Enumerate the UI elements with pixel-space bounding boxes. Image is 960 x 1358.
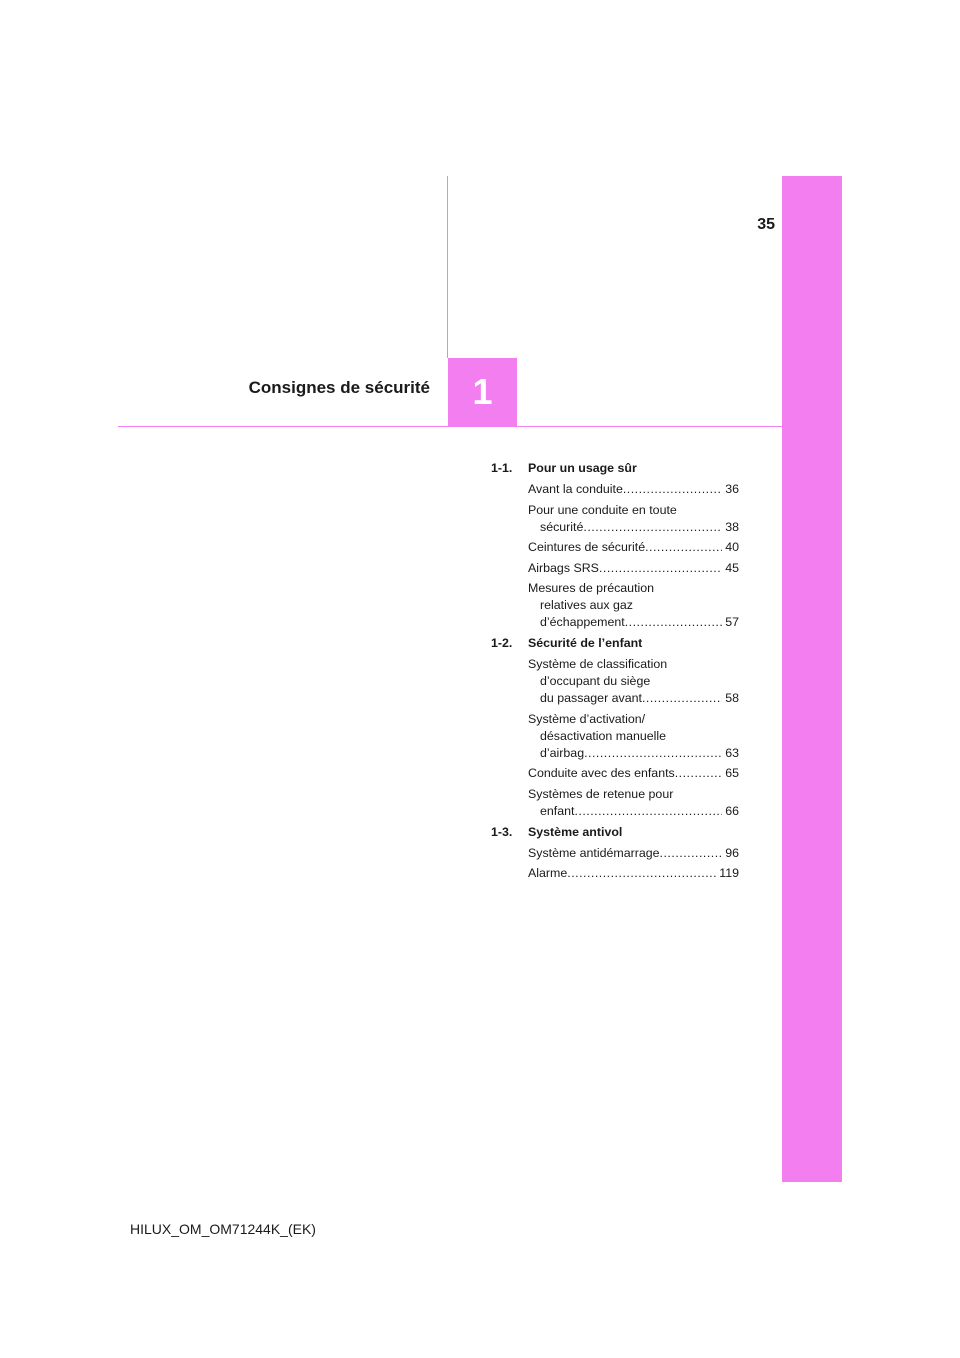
toc-entry-page: 58	[725, 691, 739, 705]
toc-leader-dots	[583, 519, 722, 536]
toc-entry[interactable]	[528, 502, 739, 536]
toc-entry-text: relatives aux gaz	[540, 598, 633, 612]
page-number: 35	[757, 216, 775, 233]
toc-entry-page: 63	[725, 745, 739, 760]
toc-entry[interactable]	[528, 481, 739, 498]
toc-entry-text: d’échappement	[540, 615, 625, 629]
chapter-number: 1	[472, 371, 493, 412]
toc-entry-page: 36	[725, 482, 739, 496]
toc-entry[interactable]	[528, 865, 739, 882]
toc-leader-dots	[625, 614, 722, 631]
toc-leader-dots	[574, 803, 722, 820]
chapter-title: Consignes de sécurité	[248, 378, 430, 397]
toc-section	[491, 824, 739, 883]
toc-entry-text: Pour une conduite en toute	[528, 502, 677, 517]
toc-entry[interactable]	[528, 845, 739, 862]
toc-entry-text: d’occupant du siège	[540, 674, 651, 688]
toc-leader-dots	[567, 865, 716, 882]
chapter-number-box	[448, 358, 517, 426]
toc-section-number: 1-1.	[491, 461, 513, 475]
toc-entry-text: Système d’activation/	[528, 711, 646, 726]
toc-section-title: Système antivol	[528, 824, 623, 839]
toc-leader-dots	[584, 745, 722, 762]
toc-entry-text: Conduite avec des enfants	[528, 766, 675, 780]
toc-entry[interactable]	[528, 656, 739, 707]
toc-section	[491, 635, 739, 820]
toc-section-heading[interactable]	[491, 460, 739, 477]
toc-entry-page: 96	[725, 845, 739, 860]
toc-entry-page: 40	[725, 540, 739, 554]
toc-entry[interactable]	[528, 539, 739, 556]
toc-entry-text: Ceintures de sécurité	[528, 540, 646, 554]
toc-entry-text: sécurité	[540, 519, 584, 534]
toc-leader-dots	[660, 845, 723, 862]
toc-section-heading[interactable]	[491, 824, 739, 841]
toc-entry-text: Avant la conduite	[528, 482, 623, 496]
toc-entry-page: 119	[719, 866, 739, 880]
toc-entry-page: 65	[725, 766, 739, 780]
chapter-divider-vertical	[447, 176, 448, 358]
toc-entry-text: Alarme	[528, 866, 568, 880]
toc-section-title: Pour un usage sûr	[528, 461, 637, 475]
toc-entry-text: désactivation manuelle	[540, 728, 667, 743]
toc-entry-page: 38	[725, 519, 739, 534]
toc-entry-text: Mesures de précaution	[528, 581, 655, 595]
table-of-contents	[491, 460, 739, 886]
toc-entry[interactable]	[528, 580, 739, 631]
toc-leader-dots	[645, 539, 722, 556]
chapter-side-tab	[782, 176, 842, 1182]
toc-leader-dots	[623, 481, 722, 498]
toc-entry[interactable]	[528, 765, 739, 782]
toc-section	[491, 460, 739, 631]
toc-section-number: 1-2.	[491, 636, 513, 650]
toc-entry-text: Système antidémarrage	[528, 845, 660, 860]
chapter-divider-horizontal	[118, 426, 782, 427]
toc-entry-page: 66	[725, 803, 739, 818]
toc-leader-dots	[642, 690, 722, 707]
toc-section-heading[interactable]	[491, 635, 739, 652]
toc-leader-dots	[599, 560, 722, 577]
toc-entry-text: Systèmes de retenue pour	[528, 786, 674, 801]
toc-leader-dots	[675, 765, 722, 782]
toc-entry[interactable]	[528, 560, 739, 577]
toc-entry-text: Système de classification	[528, 657, 668, 671]
toc-section-title: Sécurité de l’enfant	[528, 636, 643, 650]
toc-section-number: 1-3.	[491, 824, 513, 839]
toc-entry-text: d’airbag	[540, 745, 585, 760]
toc-entry-page: 45	[725, 560, 739, 575]
toc-entry-text: Airbags SRS	[528, 560, 599, 575]
toc-entry[interactable]	[528, 786, 739, 820]
document-code: HILUX_OM_OM71244K_(EK)	[130, 1221, 316, 1237]
toc-entry-page: 57	[725, 615, 739, 629]
toc-entry-text: du passager avant	[540, 691, 642, 705]
toc-entry-text: enfant	[540, 803, 575, 818]
toc-entry[interactable]	[528, 711, 739, 762]
